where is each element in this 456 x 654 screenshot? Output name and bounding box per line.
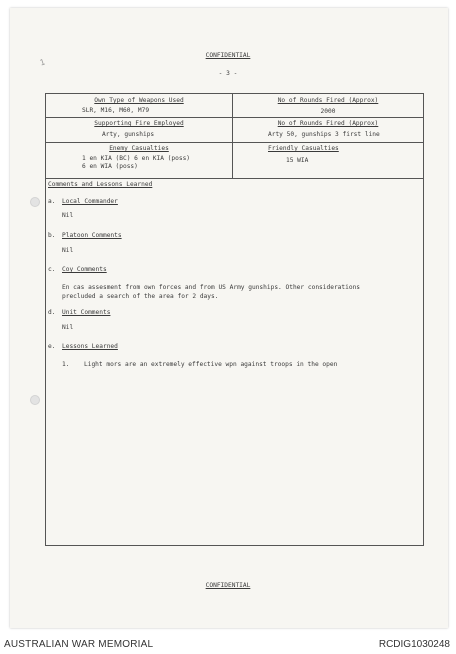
- platoon-comments-text: Nil: [62, 247, 74, 254]
- coy-comments-line2: precluded a search of the area for 2 days.: [62, 293, 219, 300]
- own-weapons-value: SLR, M16, M60, M79: [82, 107, 150, 114]
- enemy-casualties-line2: 6 en WIA (poss): [82, 163, 138, 170]
- lesson-item-text: Light mors are an extremely effective wpn against troops in the open: [84, 361, 338, 368]
- archive-footer: [0, 636, 456, 654]
- support-fire-label: Supporting Fire Employed: [94, 120, 184, 127]
- platoon-comments-title: Platoon Comments: [62, 232, 122, 239]
- rounds-fired-value: 2000: [320, 108, 336, 115]
- footer-classification: CONFIDENTIAL: [205, 582, 251, 589]
- row-divider: [46, 142, 423, 143]
- page-number: - 3 -: [218, 70, 238, 77]
- section-letter-c: c.: [48, 266, 56, 273]
- section-letter-a: a.: [48, 198, 56, 205]
- report-table: [45, 93, 424, 546]
- section-letter-d: d.: [48, 309, 56, 316]
- row-divider: [46, 117, 423, 118]
- coy-comments-title: Coy Comments: [62, 266, 107, 273]
- support-fire-value: Arty, gunships: [102, 131, 155, 138]
- unit-comments-text: Nil: [62, 324, 74, 331]
- local-commander-title: Local Commander: [62, 198, 118, 205]
- column-divider: [232, 94, 233, 178]
- handwritten-page-mark: 1: [38, 57, 47, 68]
- institution-name: AUSTRALIAN WAR MEMORIAL: [4, 639, 154, 650]
- coy-comments-line1: En cas assesment from own forces and from US Army gunships. Other considerations: [62, 284, 361, 291]
- lessons-learned-title: Lessons Learned: [62, 343, 118, 350]
- friendly-casualties-value: 15 WIA: [286, 157, 309, 164]
- rounds-fired-label: No of Rounds Fired (Approx): [277, 97, 379, 104]
- lesson-item-number: 1.: [62, 361, 70, 368]
- unit-comments-title: Unit Comments: [62, 309, 111, 316]
- local-commander-text: Nil: [62, 212, 74, 219]
- punch-hole: [30, 197, 40, 207]
- comments-heading: Comments and Lessons Learned: [48, 181, 153, 188]
- friendly-casualties-label: Friendly Casualties: [268, 145, 339, 152]
- enemy-casualties-line1: 1 en KIA (BC) 6 en KIA (poss): [82, 155, 191, 162]
- section-letter-b: b.: [48, 232, 56, 239]
- header-classification: CONFIDENTIAL: [205, 52, 251, 59]
- own-weapons-label: Own Type of Weapons Used: [94, 97, 184, 104]
- enemy-casualties-label: Enemy Casualties: [109, 145, 169, 152]
- section-letter-e: e.: [48, 343, 56, 350]
- punch-hole: [30, 395, 40, 405]
- archive-reference: RCDIG1030248: [378, 639, 450, 650]
- rounds-fired-value-2: Arty 50, gunships 3 first line: [268, 131, 380, 138]
- row-divider: [46, 178, 423, 179]
- rounds-fired-label-2: No of Rounds Fired (Approx): [277, 120, 379, 127]
